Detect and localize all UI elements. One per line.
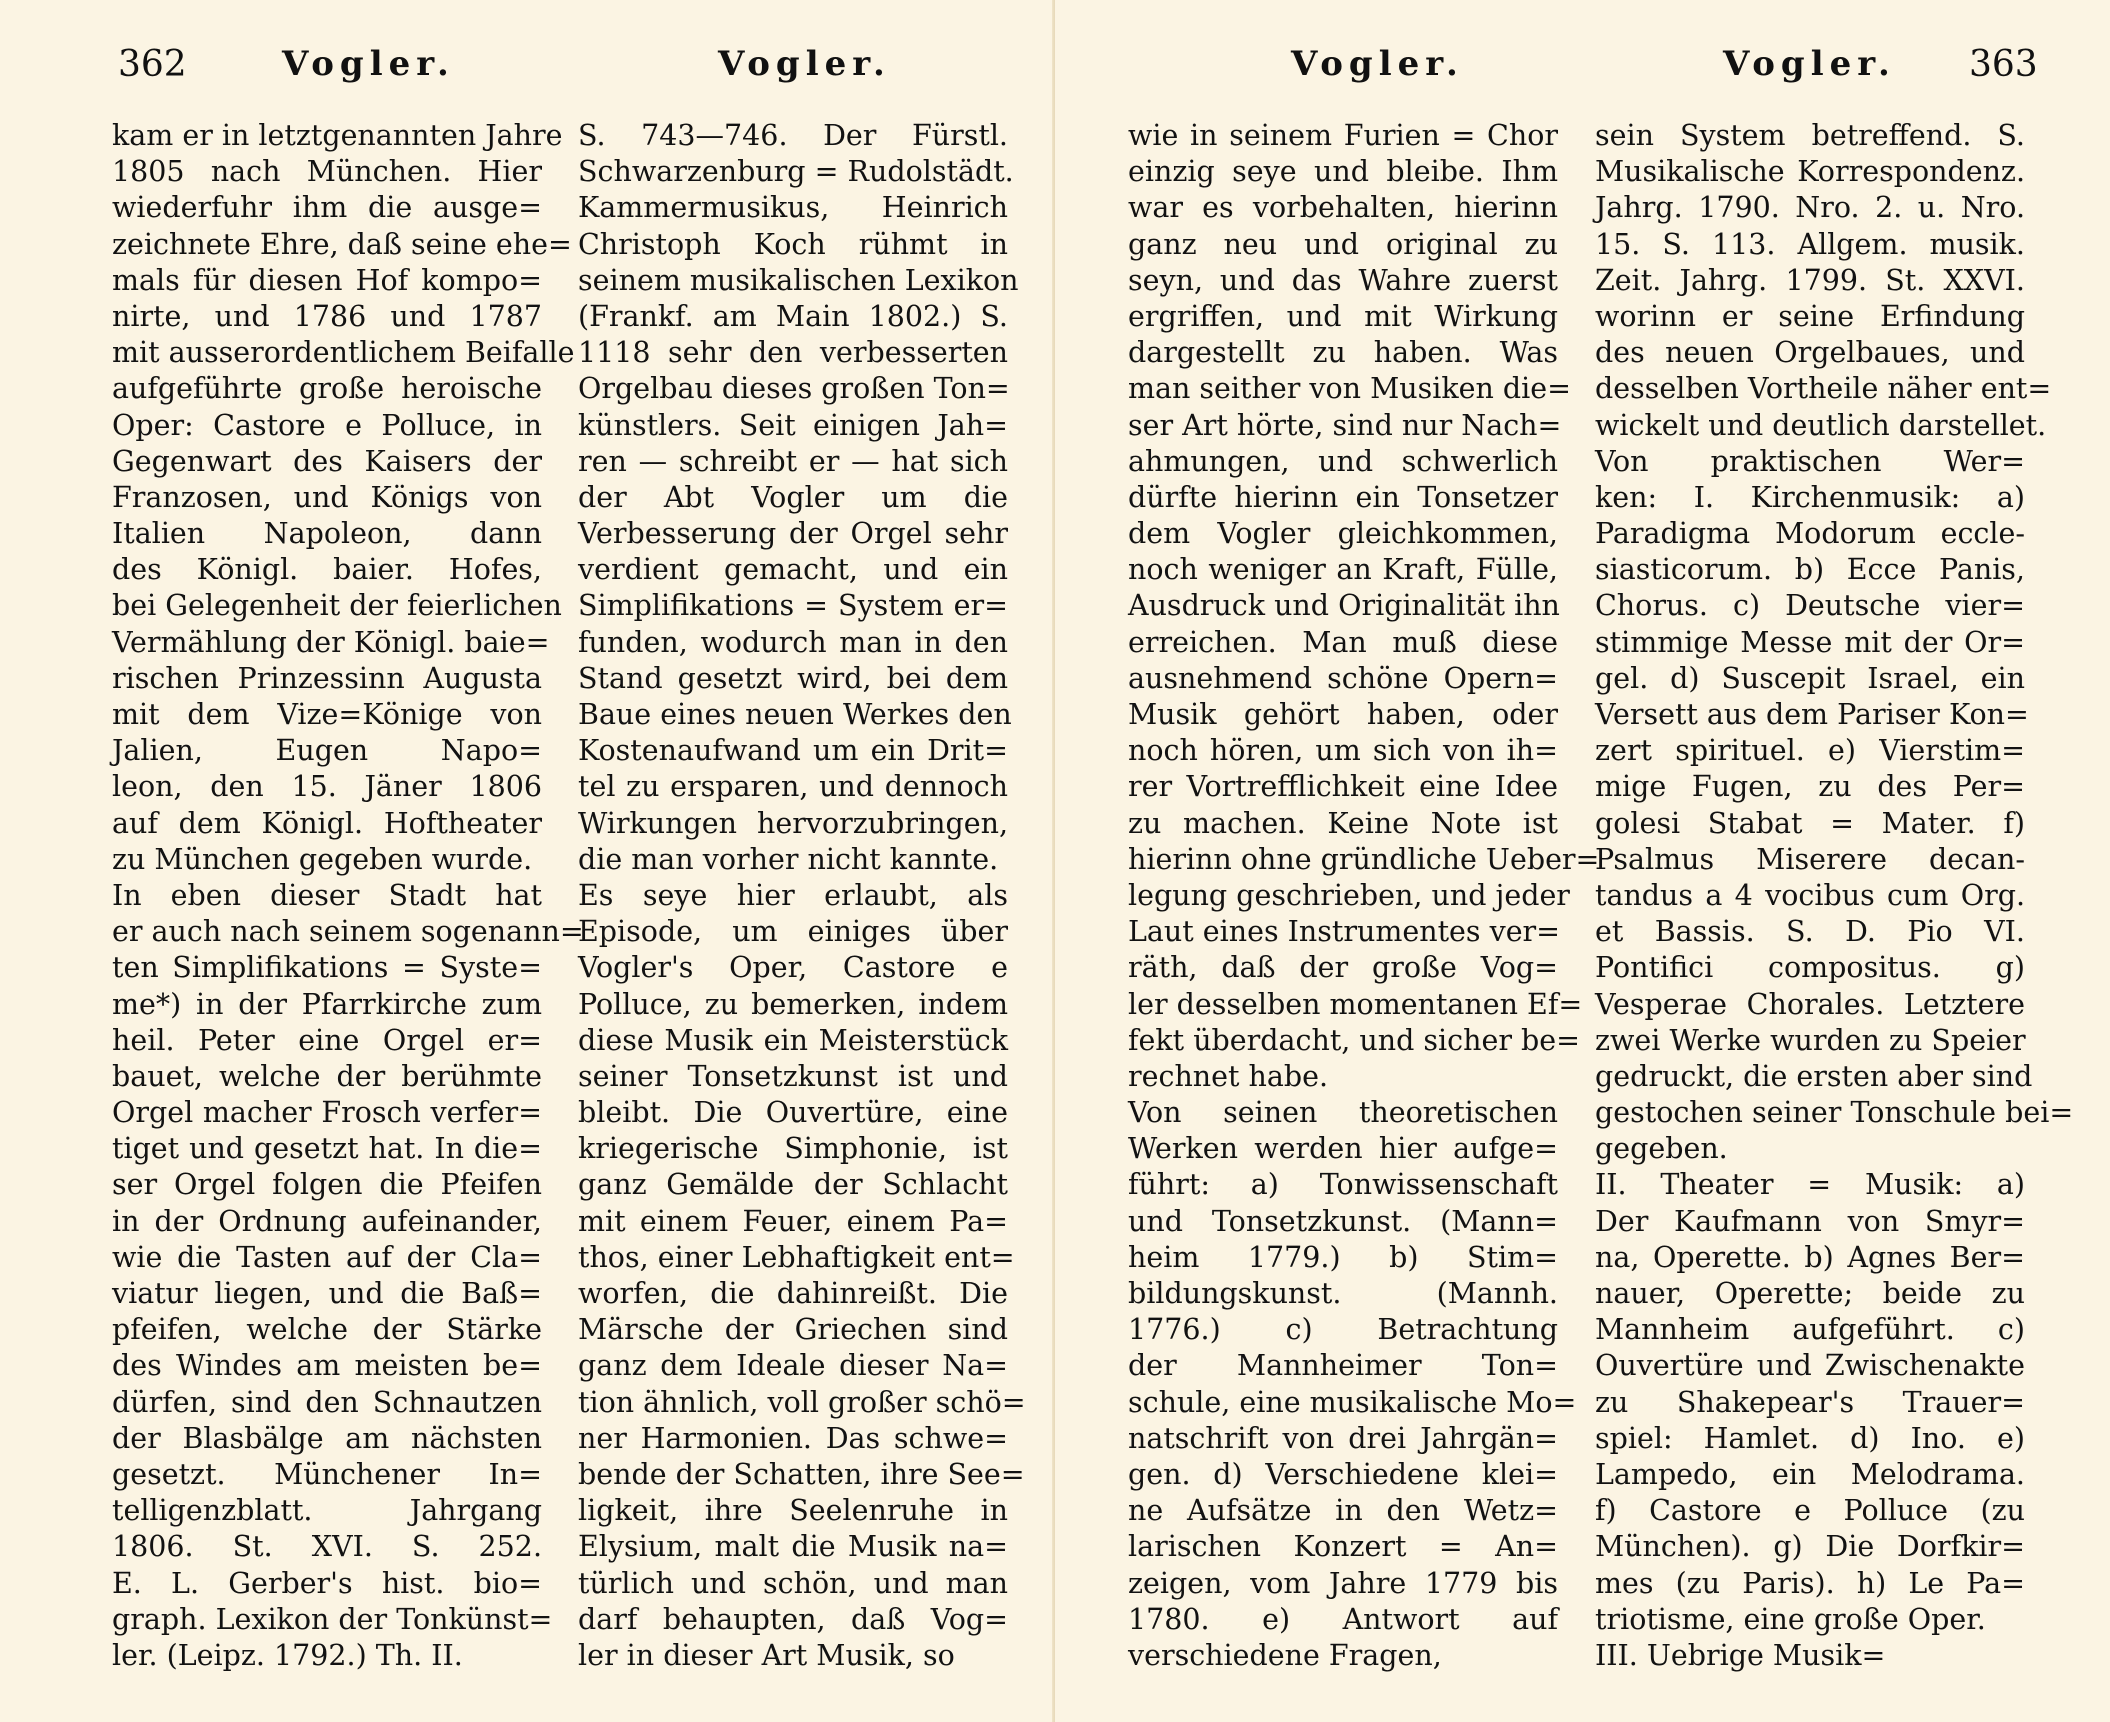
text-line: Episode, um einiges über — [578, 915, 1008, 949]
text-line: gestochen seiner Tonschule bei= — [1595, 1096, 2074, 1130]
text-line: bildungskunst. (Mannh. — [1128, 1277, 1558, 1310]
text-line: ausnehmend schöne Opern= — [1128, 661, 1558, 695]
text-line: dargestellt zu haben. Was — [1128, 336, 1558, 370]
text-column-2 — [578, 118, 1026, 1674]
text-line: mit einem Feuer, einem Pa= — [578, 1204, 1008, 1238]
text-line: Zeit. Jahrg. 1799. St. XXVI. — [1595, 263, 2025, 297]
text-line: legung geschrieben, und jeder — [1128, 878, 1570, 912]
text-line: zwei Werke wurden zu Speier — [1595, 1023, 2026, 1057]
text-line: Paradigma Modorum eccle- — [1595, 517, 2025, 551]
text-line: ganz dem Ideale dieser Na= — [578, 1349, 1008, 1383]
text-line: nirte, und 1786 und 1787 — [112, 299, 542, 333]
text-line: dürfen, sind den Schnautzen — [112, 1385, 542, 1419]
text-line: der Mannheimer Ton= — [1128, 1349, 1558, 1383]
text-line: wie die Tasten auf der Cla= — [112, 1240, 542, 1274]
text-line: larischen Konzert = An= — [1128, 1530, 1558, 1564]
text-line: fekt überdacht, und sicher be= — [1128, 1023, 1581, 1057]
text-line: 1118 sehr den verbesserten — [578, 336, 1008, 370]
text-line: Versett aus dem Pariser Kon= — [1595, 698, 2029, 731]
text-line: 1776.) c) Betrachtung — [1128, 1313, 1558, 1347]
text-line: natschrift von drei Jahrgän= — [1128, 1421, 1558, 1455]
text-column-2 — [1595, 118, 2074, 1674]
text-line: ler in dieser Art Musik, so — [578, 1638, 955, 1672]
text-line: Vesperae Chorales. Letztere — [1595, 987, 2025, 1021]
text-line: der Abt Vogler um die — [578, 480, 1008, 514]
text-line: viatur liegen, und die Baß= — [112, 1277, 542, 1310]
text-line: und Tonsetzkunst. (Mann= — [1128, 1204, 1558, 1238]
text-line: ken: I. Kirchenmusik: a) — [1595, 480, 2025, 514]
text-line: noch weniger an Kraft, Fülle, — [1128, 553, 1558, 587]
text-line: et Bassis. S. D. Pio VI. — [1595, 915, 2025, 949]
text-line: er auch nach seinem sogenann= — [112, 915, 584, 949]
text-line: Vogler's Oper, Castore e — [578, 951, 1008, 985]
text-line: mals für diesen Hof kompo= — [112, 263, 542, 297]
text-line: seinem musikalischen Lexikon — [578, 263, 1019, 297]
text-line: golesi Stabat = Mater. f) — [1595, 806, 2025, 840]
text-line: Vermählung der Königl. baie= — [112, 625, 550, 659]
text-line: wickelt und deutlich darstellet. — [1595, 408, 2047, 442]
text-line: Der Kaufmann von Smyr= — [1595, 1204, 2025, 1238]
text-line: worinn er seine Erfindung — [1595, 299, 2025, 333]
text-line: Lampedo, ein Melodrama. — [1595, 1457, 2025, 1491]
text-line: Gegenwart des Kaisers der — [112, 444, 542, 478]
text-line: gel. d) Suscepit Israel, ein — [1595, 661, 2025, 695]
text-line: diese Musik ein Meisterstück — [578, 1023, 1008, 1057]
text-line: war es vorbehalten, hierinn — [1128, 191, 1558, 225]
text-line: des neuen Orgelbaues, und — [1595, 336, 2025, 370]
text-line: ahmungen, und schwerlich — [1128, 444, 1558, 478]
text-line: dürfte hierinn ein Tonsetzer — [1128, 480, 1558, 514]
text-line: Jahrg. 1790. Nro. 2. u. Nro. — [1595, 191, 2025, 225]
text-line: zeigen, vom Jahre 1779 bis — [1128, 1566, 1558, 1600]
text-line: Elysium, malt die Musik na= — [578, 1530, 1008, 1564]
text-line: noch hören, um sich von ih= — [1128, 734, 1558, 768]
text-line: Schwarzenburg = Rudolstädt. — [578, 155, 1014, 189]
text-line: ten Simplifikations = Syste= — [112, 951, 542, 985]
text-line: zert spirituel. e) Vierstim= — [1595, 734, 2025, 768]
text-line: Werken werden hier aufge= — [1128, 1132, 1558, 1166]
text-line: me*) in der Pfarrkirche zum — [112, 987, 542, 1021]
text-line: Stand gesetzt wird, bei dem — [578, 661, 1008, 695]
text-line: mit dem Vize=Könige von — [112, 698, 542, 731]
text-line: graph. Lexikon der Tonkünst= — [112, 1602, 553, 1636]
text-line: auf dem Königl. Hoftheater — [112, 806, 542, 840]
text-line: ler desselben momentanen Ef= — [1128, 987, 1583, 1021]
text-line: des Windes am meisten be= — [112, 1349, 542, 1383]
text-line: darf behaupten, daß Vog= — [578, 1602, 1008, 1636]
text-line: tion ähnlich, voll großer schö= — [578, 1385, 1026, 1419]
text-line: Christoph Koch rühmt in — [578, 227, 1008, 261]
text-line: telligenzblatt. Jahrgang — [112, 1494, 542, 1528]
text-line: Verbesserung der Orgel sehr — [578, 517, 1008, 551]
text-line: Laut eines Instrumentes ver= — [1128, 915, 1561, 949]
text-line: einzig seye und bleibe. Ihm — [1128, 155, 1558, 189]
text-line: des Königl. baier. Hofes, — [112, 553, 542, 587]
text-line: Musikalische Korrespondenz. — [1595, 155, 2025, 189]
text-line: Ouvertüre und Zwischenakte — [1595, 1349, 2025, 1383]
text-line: thos, einer Lebhaftigkeit ent= — [578, 1240, 1015, 1274]
text-line: bei Gelegenheit der feierlichen — [112, 589, 562, 623]
text-line: ne Aufsätze in den Wetz= — [1128, 1494, 1558, 1528]
text-line: Kammermusikus, Heinrich — [578, 191, 1008, 225]
text-line: man seither von Musiken die= — [1128, 372, 1572, 406]
text-line: Kostenaufwand um ein Drit= — [578, 734, 1008, 768]
text-line: erreichen. Man muß diese — [1128, 625, 1558, 659]
text-line: ler. (Leipz. 1792.) Th. II. — [112, 1638, 463, 1672]
text-line: bleibt. Die Ouvertüre, eine — [578, 1096, 1008, 1130]
text-line: spiel: Hamlet. d) Ino. e) — [1595, 1421, 2025, 1455]
page-number: 362 — [118, 44, 187, 85]
running-head: Vogler. — [1291, 44, 1464, 84]
text-line: Es seye hier erlaubt, als — [578, 878, 1008, 912]
text-line: seyn, und das Wahre zuerst — [1128, 263, 1558, 297]
text-line: zu machen. Keine Note ist — [1128, 806, 1558, 840]
text-line: dem Vogler gleichkommen, — [1128, 517, 1558, 551]
text-line: wie in seinem Furien = Chor — [1128, 119, 1558, 152]
text-line: Franzosen, und Königs von — [112, 480, 542, 514]
text-line: ganz neu und original zu — [1128, 227, 1558, 261]
text-line: leon, den 15. Jäner 1806 — [112, 770, 542, 804]
text-line: Von seinen theoretischen — [1128, 1096, 1558, 1130]
text-line: Pontifici compositus. g) — [1595, 951, 2025, 985]
text-line: ren — schreibt er — hat sich — [578, 444, 1008, 478]
text-line: Von praktischen Wer= — [1595, 444, 2025, 478]
text-line: künstlers. Seit einigen Jah= — [578, 408, 1008, 442]
right-page — [1055, 0, 2110, 1722]
text-line: worfen, die dahinreißt. Die — [578, 1277, 1008, 1310]
text-line: (Frankf. am Main 1802.) S. — [578, 299, 1008, 333]
text-line: in der Ordnung aufeinander, — [112, 1204, 542, 1238]
text-line: räth, daß der große Vog= — [1128, 951, 1558, 985]
text-line: desselben Vortheile näher ent= — [1595, 372, 2052, 406]
text-line: Baue eines neuen Werkes den — [578, 698, 1012, 731]
text-line: heim 1779.) b) Stim= — [1128, 1240, 1558, 1274]
text-line: S. 743—746. Der Fürstl. — [578, 119, 1008, 152]
text-line: pfeifen, welche der Stärke — [112, 1313, 542, 1347]
text-line: siasticorum. b) Ecce Panis, — [1595, 553, 2025, 587]
text-line: ser Art hörte, sind nur Nach= — [1128, 408, 1562, 442]
text-line: Mannheim aufgeführt. c) — [1595, 1313, 2025, 1347]
text-line: Jalien, Eugen Napo= — [112, 734, 542, 768]
running-head: Vogler. — [1723, 44, 1896, 84]
text-line: München). g) Die Dorfkir= — [1595, 1530, 2025, 1564]
text-line: f) Castore e Polluce (zu — [1595, 1494, 2025, 1528]
text-line: mige Fugen, zu des Per= — [1595, 770, 2025, 804]
text-line: kriegerische Simphonie, ist — [578, 1132, 1008, 1166]
text-line: sein System betreffend. S. — [1595, 119, 2025, 152]
text-line: zu München gegeben wurde. — [112, 842, 533, 876]
text-line: rischen Prinzessinn Augusta — [112, 661, 542, 695]
text-line: zu Shakepear's Trauer= — [1595, 1385, 2025, 1419]
text-line: die man vorher nicht kannte. — [578, 842, 999, 876]
text-line: III. Uebrige Musik= — [1595, 1638, 1886, 1672]
text-line: Märsche der Griechen sind — [578, 1313, 1008, 1347]
text-column-1 — [1128, 118, 1600, 1674]
text-line: ergriffen, und mit Wirkung — [1128, 299, 1558, 333]
text-line: II. Theater = Musik: a) — [1595, 1168, 2025, 1202]
text-line: na, Operette. b) Agnes Ber= — [1595, 1240, 2025, 1274]
text-line: aufgeführte große heroische — [112, 372, 542, 406]
text-line: 1806. St. XVI. S. 252. — [112, 1530, 542, 1564]
text-line: rer Vortrefflichkeit eine Idee — [1128, 770, 1558, 804]
text-line: zeichnete Ehre, daß seine ehe= — [112, 227, 572, 261]
text-line: In eben dieser Stadt hat — [112, 878, 542, 912]
text-line: ligkeit, ihre Seelenruhe in — [578, 1494, 1008, 1528]
text-line: ner Harmonien. Das schwe= — [578, 1421, 1008, 1455]
text-line: kam er in letztgenannten Jahre — [112, 119, 563, 152]
text-line: rechnet habe. — [1128, 1059, 1329, 1093]
text-line: ser Orgel folgen die Pfeifen — [112, 1168, 542, 1202]
text-line: gedruckt, die ersten aber sind — [1595, 1059, 2033, 1093]
text-line: mit ausserordentlichem Beifalle — [112, 336, 575, 370]
text-line: gesetzt. Münchener In= — [112, 1457, 542, 1491]
text-line: verschiedene Fragen, — [1128, 1638, 1442, 1672]
text-line: Simplifikations = System er= — [578, 589, 1008, 623]
text-line: E. L. Gerber's hist. bio= — [112, 1566, 542, 1600]
text-line: Musik gehört haben, oder — [1128, 698, 1558, 731]
text-line: verdient gemacht, und ein — [578, 553, 1008, 587]
text-line: schule, eine musikalische Mo= — [1128, 1385, 1577, 1419]
text-line: türlich und schön, und man — [578, 1566, 1008, 1600]
text-line: funden, wodurch man in den — [578, 625, 1008, 659]
text-line: tandus a 4 vocibus cum Org. — [1595, 878, 2025, 912]
text-line: mes (zu Paris). h) Le Pa= — [1595, 1566, 2025, 1600]
text-line: ganz Gemälde der Schlacht — [578, 1168, 1008, 1202]
text-line: bauet, welche der berühmte — [112, 1059, 542, 1093]
text-line: Wirkungen hervorzubringen, — [578, 806, 1008, 840]
text-line: Chorus. c) Deutsche vier= — [1595, 589, 2025, 623]
text-line: wiederfuhr ihm die ausge= — [112, 191, 542, 225]
text-line: 15. S. 113. Allgem. musik. — [1595, 227, 2025, 261]
text-line: tiget und gesetzt hat. In die= — [112, 1132, 542, 1166]
text-line: Orgel macher Frosch verfer= — [112, 1096, 542, 1130]
text-line: gen. d) Verschiedene klei= — [1128, 1457, 1558, 1491]
text-line: Ausdruck und Originalität ihn — [1128, 589, 1560, 623]
text-line: seiner Tonsetzkunst ist und — [578, 1059, 1008, 1093]
text-line: bende der Schatten, ihre See= — [578, 1457, 1025, 1491]
text-line: Polluce, zu bemerken, indem — [578, 987, 1008, 1021]
text-line: Italien Napoleon, dann — [112, 517, 542, 551]
text-line: gegeben. — [1595, 1132, 1728, 1166]
text-column-1 — [112, 118, 584, 1674]
text-line: tel zu ersparen, und dennoch — [578, 770, 1008, 804]
page-number: 363 — [1969, 44, 2038, 85]
text-line: stimmige Messe mit der Or= — [1595, 625, 2025, 659]
text-line: 1805 nach München. Hier — [112, 155, 542, 189]
text-line: Orgelbau dieses großen Ton= — [578, 372, 1010, 406]
text-line: heil. Peter eine Orgel er= — [112, 1023, 542, 1057]
text-line: triotisme, eine große Oper. — [1595, 1602, 1986, 1636]
text-line: hierinn ohne gründliche Ueber= — [1128, 842, 1600, 876]
text-line: führt: a) Tonwissenschaft — [1128, 1168, 1558, 1202]
text-line: 1780. e) Antwort auf — [1128, 1602, 1558, 1636]
text-line: der Blasbälge am nächsten — [112, 1421, 542, 1455]
running-head: Vogler. — [718, 44, 891, 84]
text-line: nauer, Operette; beide zu — [1595, 1277, 2025, 1310]
running-head: Vogler. — [282, 44, 455, 84]
text-line: Psalmus Miserere decan- — [1595, 842, 2025, 876]
text-line: Oper: Castore e Polluce, in — [112, 408, 542, 442]
